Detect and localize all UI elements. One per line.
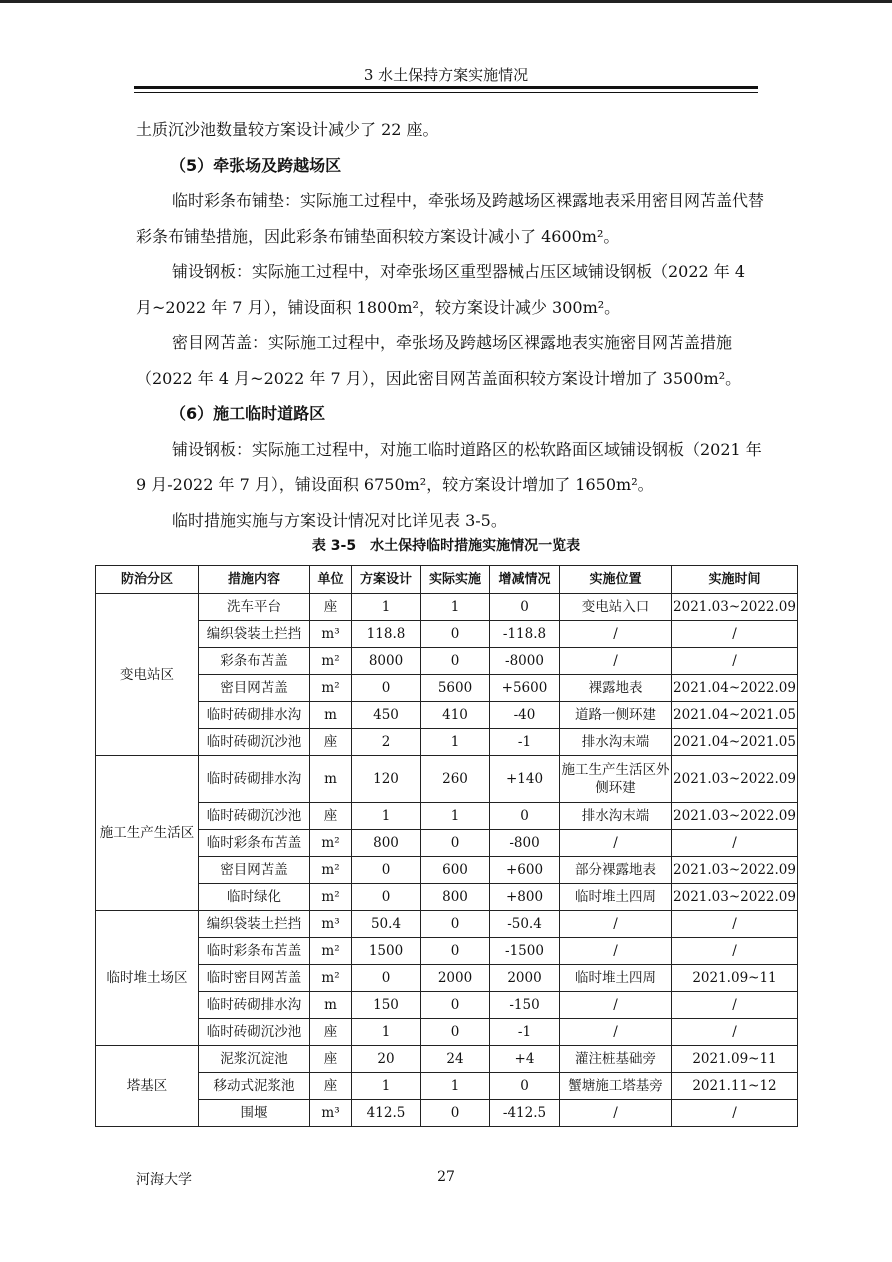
table-cell: 临时砖砌沉沙池	[199, 729, 310, 756]
table-cell: 座	[310, 803, 352, 830]
table-cell: /	[560, 911, 672, 938]
header-rule-thin	[134, 92, 758, 93]
table-cell: m²	[310, 648, 352, 675]
paragraph: 铺设钢板：实际施工过程中，对牵张场区重型器械占压区域铺设钢板（2022 年 4 月~2022 年 7 月），铺设面积 1800m²，较方案设计减少 300m²。	[136, 262, 746, 317]
table-cell: 临时砖砌沉沙池	[199, 803, 310, 830]
table-row	[96, 857, 798, 884]
table-cell: 灌注桩基础旁	[560, 1046, 672, 1073]
table-cell: 0	[352, 857, 421, 884]
table-cell: /	[672, 621, 798, 648]
table-cell: 24	[421, 1046, 490, 1073]
table-cell: 1	[421, 1073, 490, 1100]
table-cell: 2021.03~2022.09	[672, 857, 798, 884]
table-cell: -412.5	[490, 1100, 560, 1127]
table-cell: 编织袋装土拦挡	[199, 621, 310, 648]
table-cell: -1	[490, 1019, 560, 1046]
table-caption: 表 3-5 水土保持临时措施实施情况一览表	[311, 538, 581, 554]
table-cell: 道路一侧环建	[560, 702, 672, 729]
table-row	[96, 702, 798, 729]
table-row	[96, 803, 798, 830]
paragraph: 临时措施实施与方案设计情况对比详见表 3-5。	[172, 510, 507, 530]
column-header: 单位	[310, 566, 352, 594]
paragraph: 密目网苫盖：实际施工过程中，牵张场及跨越场区裸露地表实施密目网苫盖措施（2022 年 4 月~2022 年 7 月），因此密目网苫盖面积较方案设计增加了 3500m²。	[136, 333, 742, 388]
table-cell: 0	[421, 992, 490, 1019]
table-cell: 800	[352, 830, 421, 857]
table-cell: 0	[421, 1019, 490, 1046]
table-row	[96, 992, 798, 1019]
table-cell: 施工生产生活区外侧环建	[560, 756, 672, 803]
table-cell: 2	[352, 729, 421, 756]
table-cell: 1	[352, 803, 421, 830]
section-heading: （6）施工临时道路区	[170, 404, 326, 423]
section-heading: （5）牵张场及跨越场区	[170, 155, 342, 175]
table-cell: 0	[421, 911, 490, 938]
table-cell: 20	[352, 1046, 421, 1073]
table-cell: 800	[421, 884, 490, 911]
table-row	[96, 756, 798, 803]
table-cell: 临时堆土四周	[560, 884, 672, 911]
table-cell: 0	[421, 830, 490, 857]
table-cell: 2021.09~11	[672, 965, 798, 992]
table-cell: 1	[421, 803, 490, 830]
table-cell: 排水沟末端	[560, 729, 672, 756]
table-row	[96, 938, 798, 965]
table-cell: 临时彩条布苫盖	[199, 938, 310, 965]
page-top-border	[0, 0, 892, 3]
table-cell: 5600	[421, 675, 490, 702]
zone-cell: 临时堆土场区	[96, 911, 199, 1046]
table-cell: 2000	[421, 965, 490, 992]
table-row	[96, 1100, 798, 1127]
table-cell: 2000	[490, 965, 560, 992]
column-header: 实施时间	[672, 566, 798, 594]
table-cell: +800	[490, 884, 560, 911]
table-cell: 泥浆沉淀池	[199, 1046, 310, 1073]
table-cell: 0	[352, 675, 421, 702]
table-cell: 临时密目网苫盖	[199, 965, 310, 992]
table-cell: 2021.04~2022.09	[672, 675, 798, 702]
table-cell: 1500	[352, 938, 421, 965]
table-cell: 座	[310, 1019, 352, 1046]
zone-cell: 变电站区	[96, 594, 199, 756]
table-cell: 临时砖砌排水沟	[199, 756, 310, 803]
table-cell: 密目网苫盖	[199, 857, 310, 884]
table-cell: /	[560, 648, 672, 675]
table-cell: 0	[421, 648, 490, 675]
table-cell: 260	[421, 756, 490, 803]
table-cell: 密目网苫盖	[199, 675, 310, 702]
table-cell: 洗车平台	[199, 594, 310, 621]
table-cell: 0	[421, 1100, 490, 1127]
table-cell: 1	[421, 729, 490, 756]
table-cell: 临时砖砌排水沟	[199, 702, 310, 729]
running-header: 3 水土保持方案实施情况	[363, 66, 529, 84]
table-row	[96, 729, 798, 756]
table-cell: 临时彩条布苫盖	[199, 830, 310, 857]
table-row	[96, 965, 798, 992]
table-cell: m	[310, 992, 352, 1019]
table-cell: 120	[352, 756, 421, 803]
table-cell: -8000	[490, 648, 560, 675]
table-cell: 1	[421, 594, 490, 621]
table-cell: 50.4	[352, 911, 421, 938]
table-row	[96, 884, 798, 911]
table-cell: m²	[310, 675, 352, 702]
zone-cell: 塔基区	[96, 1046, 199, 1127]
column-header: 实施位置	[560, 566, 672, 594]
table-row	[96, 621, 798, 648]
table-cell: /	[672, 992, 798, 1019]
footer-institution: 河海大学	[136, 1172, 192, 1188]
page-number: 27	[437, 1169, 455, 1185]
table-cell: 围堰	[199, 1100, 310, 1127]
table-cell: 蟹塘施工塔基旁	[560, 1073, 672, 1100]
column-header: 措施内容	[199, 566, 310, 594]
table-cell: /	[672, 648, 798, 675]
table-cell: -1	[490, 729, 560, 756]
table-cell: m²	[310, 830, 352, 857]
table-cell: 0	[490, 803, 560, 830]
table-cell: m³	[310, 1100, 352, 1127]
table-cell: 1	[352, 1073, 421, 1100]
table-cell: 0	[490, 1073, 560, 1100]
paragraph: 土质沉沙池数量较方案设计减少了 22 座。	[136, 120, 439, 139]
table-cell: -118.8	[490, 621, 560, 648]
column-header: 方案设计	[352, 566, 421, 594]
table-cell: -150	[490, 992, 560, 1019]
table-cell: 0	[352, 965, 421, 992]
table-row	[96, 648, 798, 675]
paragraph: 铺设钢板：实际施工过程中，对施工临时道路区的松软路面区域铺设钢板（2021 年 9 月-2022 年 7 月），铺设面积 6750m²，较方案设计增加了 1650m²。	[136, 439, 762, 494]
table-cell: 1	[352, 1019, 421, 1046]
table-cell: 部分裸露地表	[560, 857, 672, 884]
table-cell: 临时砖砌沉沙池	[199, 1019, 310, 1046]
table-cell: 排水沟末端	[560, 803, 672, 830]
table-row	[96, 1073, 798, 1100]
table-cell: 座	[310, 1046, 352, 1073]
table-cell: 2021.04~2021.05	[672, 729, 798, 756]
table-cell: 座	[310, 1073, 352, 1100]
table-cell: +5600	[490, 675, 560, 702]
table-body	[96, 594, 798, 1127]
table-cell: 0	[352, 884, 421, 911]
table-cell: 0	[490, 594, 560, 621]
table-cell: /	[672, 830, 798, 857]
table-cell: 2021.03~2022.09	[672, 594, 798, 621]
table-cell: /	[560, 830, 672, 857]
table-cell: 0	[421, 621, 490, 648]
table-row	[96, 830, 798, 857]
table-cell: /	[672, 911, 798, 938]
table-cell: 裸露地表	[560, 675, 672, 702]
table-cell: 2021.11~12	[672, 1073, 798, 1100]
table-cell: 变电站入口	[560, 594, 672, 621]
table-cell: 临时堆土四周	[560, 965, 672, 992]
table-cell: -1500	[490, 938, 560, 965]
table-cell: m³	[310, 911, 352, 938]
table-cell: 600	[421, 857, 490, 884]
table-cell: m³	[310, 621, 352, 648]
measures-table	[95, 565, 798, 1127]
table-cell: 临时绿化	[199, 884, 310, 911]
table-row	[96, 1046, 798, 1073]
table-row	[96, 1019, 798, 1046]
table-row	[96, 911, 798, 938]
header-rule	[134, 86, 758, 89]
table-cell: 450	[352, 702, 421, 729]
table-cell: /	[560, 1100, 672, 1127]
table-header	[96, 566, 798, 594]
table-cell: 1	[352, 594, 421, 621]
body-text	[136, 112, 764, 538]
table-cell: /	[560, 938, 672, 965]
table-cell: -40	[490, 702, 560, 729]
table-cell: m	[310, 702, 352, 729]
table-cell: m²	[310, 884, 352, 911]
table-row	[96, 675, 798, 702]
table-cell: +4	[490, 1046, 560, 1073]
table-cell: 2021.04~2021.05	[672, 702, 798, 729]
table-cell: m²	[310, 857, 352, 884]
table-cell: 2021.03~2022.09	[672, 756, 798, 803]
column-header: 实际实施	[421, 566, 490, 594]
table-cell: +140	[490, 756, 560, 803]
table-cell: /	[672, 1019, 798, 1046]
table-cell: /	[560, 992, 672, 1019]
table-cell: 412.5	[352, 1100, 421, 1127]
table-cell: /	[672, 1100, 798, 1127]
table-cell: 8000	[352, 648, 421, 675]
table-cell: 0	[421, 938, 490, 965]
table-cell: -800	[490, 830, 560, 857]
table-cell: m²	[310, 965, 352, 992]
table-cell: 座	[310, 594, 352, 621]
table-cell: /	[560, 621, 672, 648]
table-cell: 临时砖砌排水沟	[199, 992, 310, 1019]
table-cell: 2021.03~2022.09	[672, 884, 798, 911]
column-header: 增减情况	[490, 566, 560, 594]
table-cell: 2021.03~2022.09	[672, 803, 798, 830]
table-cell: /	[560, 1019, 672, 1046]
table-cell: 118.8	[352, 621, 421, 648]
table-cell: 彩条布苫盖	[199, 648, 310, 675]
table-cell: 座	[310, 729, 352, 756]
table-cell: 410	[421, 702, 490, 729]
table-cell: +600	[490, 857, 560, 884]
zone-cell: 施工生产生活区	[96, 756, 199, 911]
header-row	[96, 566, 798, 594]
table-row	[96, 594, 798, 621]
table-cell: /	[672, 938, 798, 965]
table-cell: m	[310, 756, 352, 803]
table-cell: 移动式泥浆池	[199, 1073, 310, 1100]
table-cell: 编织袋装土拦挡	[199, 911, 310, 938]
paragraph: 临时彩条布铺垫：实际施工过程中，牵张场及跨越场区裸露地表采用密目网苫盖代替彩条布铺垫措施，因此彩条布铺垫面积较方案设计减小了 4600m²。	[136, 191, 765, 246]
column-header: 防治分区	[96, 566, 199, 594]
table-cell: 2021.09~11	[672, 1046, 798, 1073]
table-cell: 150	[352, 992, 421, 1019]
table-cell: -50.4	[490, 911, 560, 938]
table-cell: m²	[310, 938, 352, 965]
